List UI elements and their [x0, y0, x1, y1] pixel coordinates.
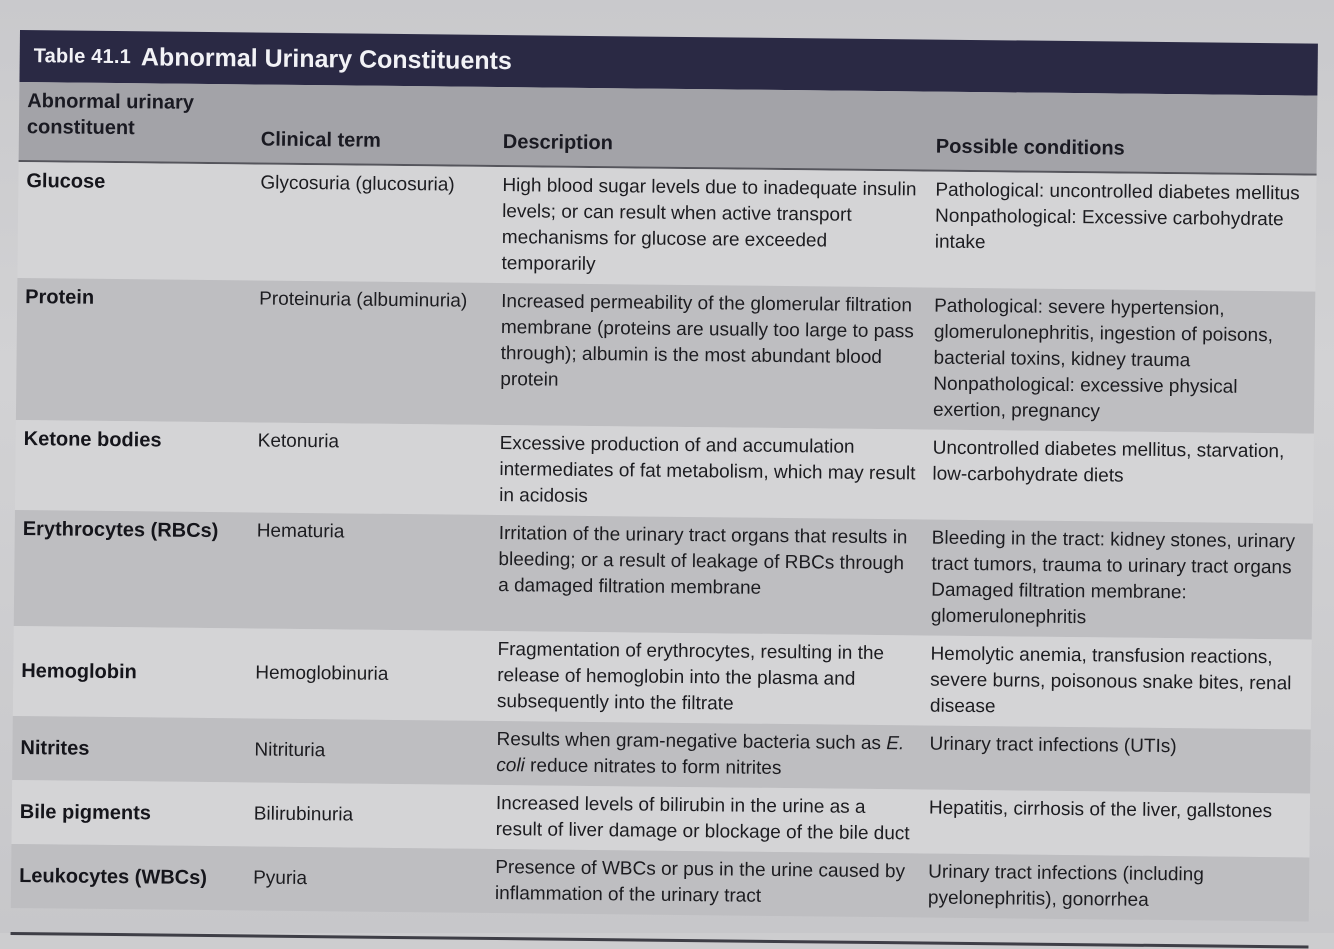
table-row — [11, 844, 1310, 922]
clinical-term-cell: Pyuria — [253, 867, 308, 890]
conditions-cell — [920, 789, 1310, 857]
description-cell: Fragmentation of erythrocytes, resulting in the release of hemoglobin into the plasma and subsequently into the filtrate — [496, 639, 885, 715]
table-number: Table 41.1 — [33, 44, 132, 68]
constituent-cell: Nitrites — [20, 737, 90, 760]
constituent-cell: Bile pigments — [19, 801, 152, 825]
description-cell — [488, 721, 922, 790]
clinical-term-cell: Hemoglobinuria — [255, 662, 389, 685]
condition-line: Damaged filtration membrane: glomerulonephritis — [930, 579, 1187, 629]
urinary-constituents-table — [11, 30, 1318, 949]
condition-line: Uncontrolled diabetes mellitus, starvation, low-carbohydrate diets — [932, 437, 1285, 487]
condition-line: Nonpathological: excessive physical exertion, pregnancy — [932, 373, 1238, 423]
header-description: Description — [502, 131, 613, 155]
description-text-end: reduce nitrates to form nitrites — [524, 755, 782, 780]
table-row — [14, 510, 1313, 640]
table-row — [15, 420, 1314, 524]
condition-line: Nonpathological: Excessive carbohydrate intake — [934, 205, 1284, 254]
clinical-term-cell: Bilirubinuria — [253, 803, 354, 826]
table-row — [16, 278, 1315, 434]
condition-line: Pathological: severe hypertension, glomerulonephritis, ingestion of poisons, bacterial toxins, kidney trauma — [933, 295, 1274, 372]
header-clinical-term: Clinical term — [260, 128, 382, 152]
table-header-row — [19, 82, 1318, 176]
clinical-term-cell: Ketonuria — [257, 430, 340, 453]
table-row — [17, 162, 1316, 292]
condition-line: Urinary tract infections (UTIs) — [929, 733, 1177, 758]
description-cell: Increased levels of bilirubin in the urine as a result of liver damage or blockage of the bile duct — [495, 793, 910, 845]
conditions-cell — [925, 288, 1315, 434]
conditions-cell — [921, 725, 1311, 793]
constituent-cell: Protein — [25, 286, 95, 309]
condition-line: Bleeding in the tract: kidney stones, urinary tract tumors, trauma to urinary tract organs — [931, 527, 1296, 579]
condition-line: Pathological: uncontrolled diabetes mellitus — [935, 179, 1300, 205]
conditions-cell — [922, 635, 1312, 729]
table-title: Abnormal Urinary Constituents — [140, 42, 512, 75]
description-cell: Excessive production of and accumulation intermediates of fat metabolism, which may result in acidosis — [499, 433, 916, 507]
condition-line: Hepatitis, cirrhosis of the liver, gallstones — [928, 797, 1273, 823]
clinical-term-cell: Hematuria — [256, 520, 345, 543]
constituent-cell: Glucose — [26, 170, 106, 193]
table-row — [13, 626, 1312, 730]
description-organism: E. coli — [496, 733, 905, 777]
constituent-cell: Erythrocytes (RBCs) — [22, 518, 219, 543]
clinical-term-cell: Proteinuria (albuminuria) — [259, 288, 468, 312]
conditions-cell — [920, 853, 1310, 921]
header-constituent: Abnormal urinary constituent — [26, 90, 195, 140]
conditions-cell — [924, 429, 1314, 523]
description-cell: High blood sugar levels due to inadequate insulin levels; or can result when active transport mechanisms for glucose are exceeded temporarily — [501, 175, 917, 276]
constituent-cell: Hemoglobin — [21, 660, 137, 684]
condition-line: Urinary tract infections (including pyelonephritis), gonorrhea — [927, 861, 1204, 911]
table-bottom-rule — [11, 932, 1309, 949]
clinical-term-cell: Nitrituria — [254, 739, 326, 762]
constituent-cell: Ketone bodies — [23, 428, 162, 452]
description-cell: Increased permeability of the glomerular filtration membrane (proteins are usually too large to pass through); albumin is the most abundant blood protein — [500, 291, 914, 391]
conditions-cell — [923, 519, 1313, 639]
condition-line: Hemolytic anemia, transfusion reactions, severe burns, poisonous snake bites, renal disease — [929, 643, 1292, 718]
description-text-start: Results when gram-negative bacteria such as — [496, 729, 887, 755]
header-conditions: Possible conditions — [935, 135, 1125, 160]
clinical-term-cell: Glycosuria (glucosuria) — [260, 172, 455, 196]
description-cell: Irritation of the urinary tract organs that results in bleeding; or a result of leakage of RBCs through a damaged filtration membrane — [498, 523, 908, 599]
conditions-cell — [926, 172, 1316, 292]
constituent-cell: Leukocytes (WBCs) — [19, 865, 208, 890]
description-cell: Presence of WBCs or pus in the urine caused by inflammation of the urinary tract — [494, 857, 906, 907]
